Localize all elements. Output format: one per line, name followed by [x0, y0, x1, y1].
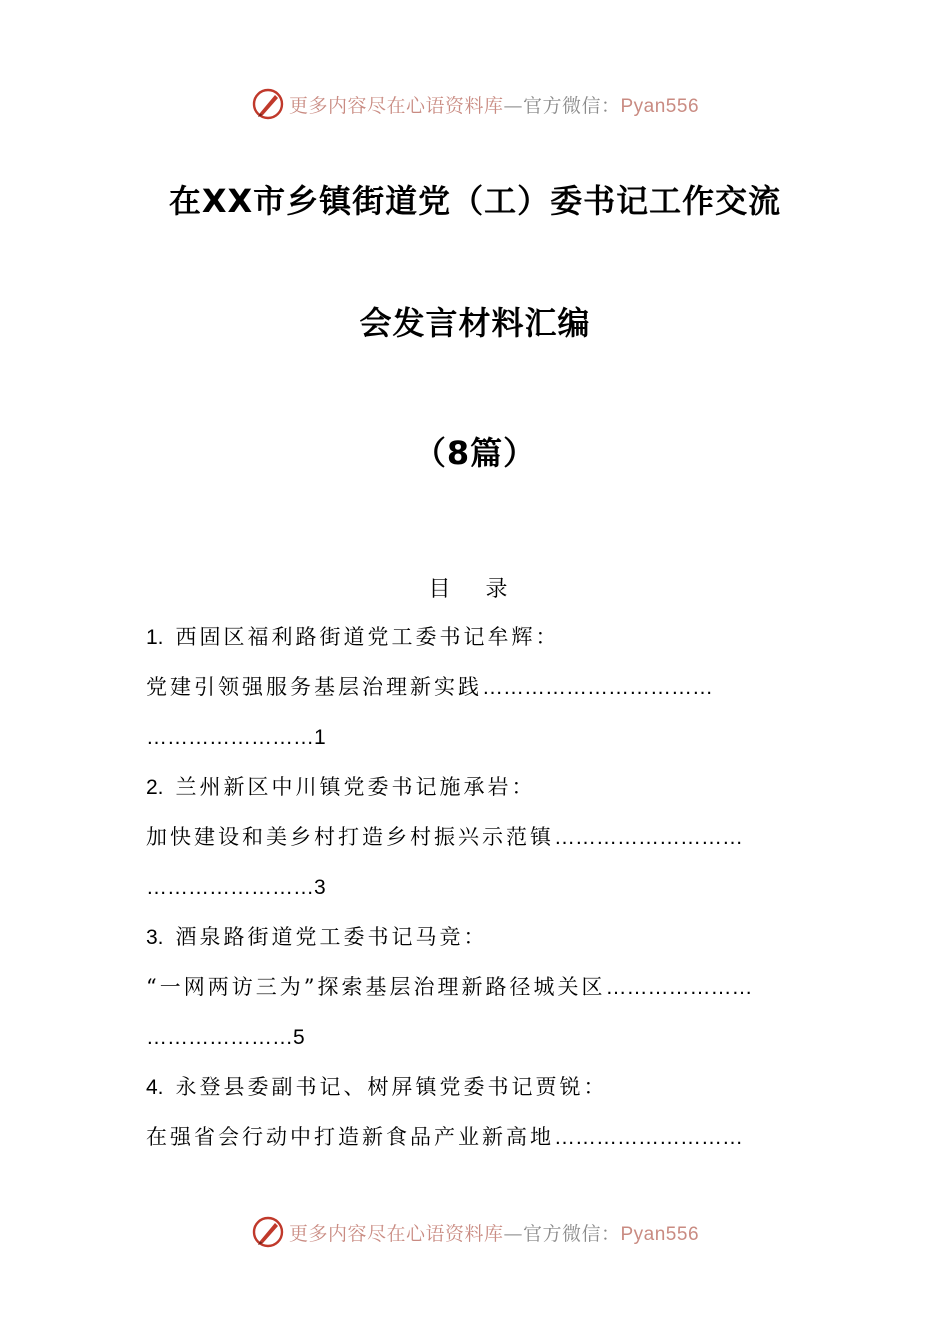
toc-heading: 目 录: [428, 577, 522, 602]
page-number: 1: [314, 726, 326, 749]
watermark-text: 更多内容尽在心语资料库—官方微信：Pyan556: [288, 1222, 700, 1245]
toc-entry-2-speaker: 2. 兰州新区中川镇党委书记施承岩：: [146, 775, 536, 799]
toc-entry-4-speaker: 4. 永登县委副书记、树屏镇党委书记贾锐：: [146, 1075, 608, 1099]
page-number: 3: [314, 876, 326, 899]
toc-entry-4-topic: 在强省会行动中打造新食品产业新高地………………………: [146, 1125, 743, 1149]
toc-entry-3-page: …………………5: [146, 1026, 305, 1049]
watermark-text: 更多内容尽在心语资料库—官方微信：Pyan556: [288, 94, 700, 117]
pen-circle-logo-icon: [251, 87, 285, 121]
toc-entry-1-page: ……………………1: [146, 726, 326, 749]
toc-entry-1-speaker: 1. 西固区福利路街道党工委书记牟辉：: [146, 625, 560, 649]
toc-entry-2-page: ……………………3: [146, 876, 326, 899]
document-title-count: （8篇）: [413, 434, 537, 472]
toc-entry-3-topic: “一网两访三为”探索基层治理新路径城关区…………………: [146, 975, 753, 999]
table-of-contents: [146, 612, 816, 1162]
watermark-banner-bottom: [0, 1212, 950, 1252]
watermark-banner-top: [0, 84, 950, 124]
document-title-line1: 在XX市乡镇街道党（工）委书记工作交流: [168, 182, 782, 220]
toc-entry-3-speaker: 3. 酒泉路街道党工委书记马竞：: [146, 925, 488, 949]
document-title-line2: 会发言材料汇编: [359, 304, 591, 342]
toc-entry-2-topic: 加快建设和美乡村打造乡村振兴示范镇………………………: [146, 825, 743, 849]
toc-entry-1-topic: 党建引领强服务基层治理新实践……………………………: [146, 675, 713, 699]
pen-circle-logo-icon: [251, 1215, 285, 1249]
page-number: 5: [293, 1026, 305, 1049]
